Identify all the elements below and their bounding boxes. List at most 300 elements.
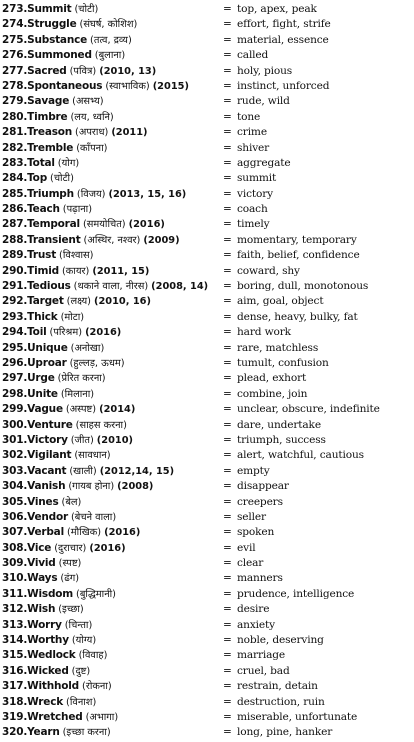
- vocab-row: [0, 571, 414, 586]
- vocab-term: [2, 695, 96, 710]
- vocab-row: [0, 479, 414, 494]
- english-word: Vacant: [27, 464, 67, 477]
- english-word: Vigilant: [27, 449, 72, 462]
- vocab-term: [2, 341, 104, 356]
- vocab-row: [0, 356, 414, 371]
- english-word: Timbre: [27, 110, 68, 123]
- equals-sign: =: [223, 710, 232, 723]
- synonyms: top, apex, peak: [237, 3, 317, 15]
- equals-sign: =: [223, 203, 232, 216]
- entry-number: 284.: [2, 172, 28, 185]
- synonyms: combine, join: [237, 387, 308, 400]
- vocab-term: [2, 310, 84, 325]
- synonyms: material, essence: [237, 33, 329, 46]
- entry-number: 310.: [2, 572, 28, 585]
- english-word: Vice: [27, 541, 52, 554]
- vocab-term: [2, 294, 151, 309]
- entry-number: 302.: [2, 449, 28, 462]
- synonyms: tone: [237, 110, 261, 123]
- english-word: Wish: [27, 603, 56, 616]
- vocab-row: [0, 464, 414, 479]
- english-word: Worry: [27, 618, 62, 631]
- vocab-row: [0, 233, 414, 248]
- equals-sign: =: [223, 618, 232, 631]
- vocab-row: [0, 587, 414, 602]
- vocab-term: [2, 325, 121, 340]
- english-word: Triumph: [27, 187, 74, 200]
- vocab-term: [2, 541, 126, 556]
- hindi-meaning: (योग): [57, 157, 80, 169]
- hindi-meaning: (बेल): [61, 496, 82, 508]
- synonyms: restrain, detain: [237, 680, 318, 693]
- entry-number: 311.: [2, 587, 28, 600]
- hindi-meaning: (खाली): [69, 465, 97, 477]
- equals-sign: =: [223, 341, 232, 354]
- synonyms: hard work: [237, 326, 291, 339]
- entry-number: 294.: [2, 326, 28, 339]
- vocab-row: [0, 602, 414, 617]
- hindi-meaning: (मौखिक): [66, 527, 102, 539]
- hindi-meaning: (अपराध): [75, 127, 109, 139]
- equals-sign: =: [223, 18, 232, 31]
- hindi-meaning: (बुद्धिमानी): [76, 588, 116, 600]
- equals-sign: =: [223, 680, 232, 693]
- entry-number: 298.: [2, 387, 28, 400]
- english-word: Sacred: [27, 64, 67, 77]
- vocab-row: [0, 633, 414, 648]
- equals-sign: =: [223, 233, 232, 246]
- hindi-meaning: (संघर्ष, कोशिश): [79, 19, 138, 31]
- english-word: Top: [27, 172, 48, 185]
- hindi-meaning: (अनोखा): [70, 342, 105, 354]
- entry-number: 316.: [2, 664, 28, 677]
- vocab-row: [0, 418, 414, 433]
- entry-number: 289.: [2, 249, 28, 262]
- vocab-row: [0, 618, 414, 633]
- english-word: Treason: [27, 126, 73, 139]
- vocab-row: [0, 64, 414, 79]
- english-word: Timid: [27, 264, 59, 277]
- synonyms: dense, heavy, bulky, fat: [237, 310, 358, 323]
- exam-years: (2011): [111, 127, 148, 139]
- vocab-row: [0, 33, 414, 48]
- exam-years: (2016): [104, 527, 141, 539]
- exam-years: (2014): [99, 404, 136, 416]
- vocab-row: [0, 387, 414, 402]
- entry-number: 320.: [2, 726, 28, 739]
- synonyms: victory: [237, 187, 273, 200]
- hindi-meaning: (अभागा): [85, 711, 119, 723]
- synonyms: effort, fight, strife: [237, 18, 331, 31]
- exam-years: (2012,14, 15): [99, 465, 175, 477]
- entry-number: 306.: [2, 510, 28, 523]
- vocab-row: [0, 541, 414, 556]
- equals-sign: =: [223, 172, 232, 185]
- hindi-meaning: (स्वाभाविक): [105, 80, 150, 92]
- hindi-meaning: (इच्छा): [58, 604, 84, 616]
- synonyms: alert, watchful, cautious: [237, 449, 364, 462]
- exam-years: (2008, 14): [151, 281, 209, 293]
- hindi-meaning: (कायर): [61, 265, 90, 277]
- synonyms: marriage: [237, 649, 286, 662]
- vocab-term: [2, 556, 81, 571]
- vocab-term: [2, 679, 112, 694]
- equals-sign: =: [223, 280, 232, 293]
- exam-years: (2013, 15, 16): [108, 188, 187, 200]
- vocab-term: [2, 525, 140, 540]
- hindi-meaning: (लक्ष्य): [66, 296, 91, 308]
- entry-number: 314.: [2, 634, 28, 647]
- hindi-meaning: (थकाने वाला, नीरस): [73, 281, 149, 293]
- entry-number: 285.: [2, 187, 28, 200]
- equals-sign: =: [223, 480, 232, 493]
- synonyms: long, pine, hanker: [237, 726, 333, 739]
- hindi-meaning: (रोकना): [82, 681, 112, 693]
- entry-number: 318.: [2, 695, 28, 708]
- hindi-meaning: (योग्य): [71, 635, 97, 647]
- vocab-row: [0, 2, 414, 17]
- entry-number: 281.: [2, 126, 28, 139]
- vocab-row: [0, 94, 414, 109]
- entry-number: 297.: [2, 372, 28, 385]
- equals-sign: =: [223, 141, 232, 154]
- entry-number: 308.: [2, 541, 28, 554]
- hindi-meaning: (जीत): [70, 434, 94, 446]
- vocab-term: [2, 94, 104, 109]
- synonyms: shiver: [237, 141, 270, 154]
- entry-number: 295.: [2, 341, 28, 354]
- hindi-meaning: (विवाह): [78, 650, 108, 662]
- synonyms: prudence, intelligence: [237, 587, 355, 600]
- hindi-meaning: (दुष्ट): [71, 665, 91, 677]
- vocab-term: [2, 217, 165, 232]
- hindi-meaning: (अस्थिर, नश्वर): [83, 234, 141, 246]
- equals-sign: =: [223, 526, 232, 539]
- vocab-row: [0, 217, 414, 232]
- equals-sign: =: [223, 541, 232, 554]
- hindi-meaning: (साहस करना): [75, 419, 127, 431]
- english-word: Yearn: [27, 726, 60, 739]
- entry-number: 293.: [2, 310, 28, 323]
- vocab-term: [2, 356, 125, 371]
- equals-sign: =: [223, 664, 232, 677]
- english-word: Ways: [27, 572, 58, 585]
- synonyms: miserable, unfortunate: [237, 710, 358, 723]
- english-word: Uproar: [27, 356, 67, 369]
- english-word: Vanish: [27, 480, 66, 493]
- english-word: Summoned: [27, 49, 92, 62]
- vocab-row: [0, 679, 414, 694]
- vocab-row: [0, 510, 414, 525]
- english-word: Wicked: [27, 664, 69, 677]
- vocab-row: [0, 141, 414, 156]
- exam-years: (2010, 16): [93, 296, 151, 308]
- english-word: Substance: [27, 33, 88, 46]
- entry-number: 273.: [2, 3, 28, 15]
- vocab-row: [0, 171, 414, 186]
- entry-number: 313.: [2, 618, 28, 631]
- vocab-term: [2, 387, 94, 402]
- vocab-row: [0, 525, 414, 540]
- equals-sign: =: [223, 49, 232, 62]
- hindi-meaning: (चोटी): [74, 4, 99, 15]
- equals-sign: =: [223, 572, 232, 585]
- vocab-term: [2, 464, 174, 479]
- english-word: Urge: [27, 372, 55, 385]
- vocab-row: [0, 187, 414, 202]
- vocab-row: [0, 433, 414, 448]
- equals-sign: =: [223, 587, 232, 600]
- entry-number: 301.: [2, 433, 28, 446]
- vocab-row: [0, 448, 414, 463]
- vocab-term: [2, 587, 116, 602]
- synonyms: spoken: [237, 526, 275, 539]
- entry-number: 287.: [2, 218, 28, 231]
- vocab-row: [0, 402, 414, 417]
- english-word: Thick: [27, 310, 58, 323]
- synonyms: crime: [237, 126, 267, 139]
- hindi-meaning: (ढंग): [60, 573, 80, 585]
- equals-sign: =: [223, 634, 232, 647]
- hindi-meaning: (दुराचार): [54, 542, 87, 554]
- entry-number: 283.: [2, 156, 28, 169]
- vocab-term: [2, 571, 79, 586]
- vocab-row: [0, 202, 414, 217]
- vocab-term: [2, 110, 114, 125]
- english-word: Transient: [27, 233, 81, 246]
- hindi-meaning: (काँपना): [76, 142, 108, 154]
- vocab-term: [2, 2, 98, 17]
- synonyms: instinct, unforced: [237, 79, 330, 92]
- vocab-row: [0, 79, 414, 94]
- entry-number: 280.: [2, 110, 28, 123]
- english-word: Wisdom: [27, 587, 74, 600]
- english-word: Unique: [27, 341, 68, 354]
- vocab-term: [2, 510, 116, 525]
- vocab-term: [2, 664, 90, 679]
- exam-years: (2010): [96, 434, 134, 446]
- entry-number: 275.: [2, 33, 28, 46]
- synonyms: seller: [237, 510, 266, 523]
- exam-years: (2015): [152, 80, 189, 92]
- vocab-term: [2, 602, 84, 617]
- synonyms: coach: [237, 203, 268, 216]
- vocab-term: [2, 633, 96, 648]
- equals-sign: =: [223, 79, 232, 92]
- english-word: Temporal: [27, 218, 80, 231]
- english-word: Savage: [27, 95, 70, 108]
- equals-sign: =: [223, 33, 232, 46]
- synonyms: unclear, obscure, indefinite: [237, 403, 380, 416]
- hindi-meaning: (चोटी): [50, 173, 74, 185]
- equals-sign: =: [223, 433, 232, 446]
- vocab-row: [0, 48, 414, 63]
- vocab-term: [2, 479, 153, 494]
- english-word: Verbal: [27, 526, 64, 539]
- exam-years: (2016): [85, 327, 122, 339]
- entry-number: 300.: [2, 418, 28, 431]
- vocab-row: [0, 664, 414, 679]
- entry-number: 274.: [2, 18, 28, 31]
- entry-number: 277.: [2, 64, 28, 77]
- hindi-meaning: (गायब होना): [68, 481, 115, 493]
- english-word: Vendor: [27, 510, 68, 523]
- hindi-meaning: (विजय): [76, 188, 106, 200]
- entry-number: 315.: [2, 649, 28, 662]
- equals-sign: =: [223, 156, 232, 169]
- english-word: Tedious: [27, 280, 71, 293]
- vocab-row: [0, 648, 414, 663]
- equals-sign: =: [223, 356, 232, 369]
- vocab-row: [0, 294, 414, 309]
- english-word: Target: [27, 295, 64, 308]
- entry-number: 292.: [2, 295, 28, 308]
- equals-sign: =: [223, 372, 232, 385]
- vocab-row: [0, 310, 414, 325]
- entry-number: 304.: [2, 480, 28, 493]
- equals-sign: =: [223, 495, 232, 508]
- vocab-term: [2, 371, 106, 386]
- english-word: Venture: [27, 418, 73, 431]
- synonyms: creepers: [237, 495, 283, 508]
- synonyms: empty: [237, 464, 270, 477]
- equals-sign: =: [223, 649, 232, 662]
- synonyms: holy, pious: [237, 64, 293, 77]
- vocab-row: [0, 710, 414, 725]
- exam-years: (2011, 15): [92, 265, 150, 277]
- vocab-term: [2, 33, 132, 48]
- equals-sign: =: [223, 3, 232, 15]
- synonyms: noble, deserving: [237, 634, 324, 647]
- hindi-meaning: (तत्व, द्रव्य): [90, 34, 132, 46]
- synonyms: coward, shy: [237, 264, 300, 277]
- entry-number: 305.: [2, 495, 28, 508]
- hindi-meaning: (मोटा): [60, 311, 85, 323]
- entry-number: 317.: [2, 680, 28, 693]
- vocab-term: [2, 171, 74, 186]
- vocab-term: [2, 648, 107, 663]
- english-word: Wreck: [27, 695, 64, 708]
- exam-years: (2010, 13): [99, 65, 157, 77]
- vocab-row: [0, 17, 414, 32]
- english-word: Total: [27, 156, 55, 169]
- vocab-row: [0, 341, 414, 356]
- entry-number: 299.: [2, 403, 28, 416]
- synonyms: destruction, ruin: [237, 695, 325, 708]
- synonyms: timely: [237, 218, 270, 231]
- synonyms: desire: [237, 603, 270, 616]
- synonyms: rude, wild: [237, 95, 290, 108]
- synonyms: faith, belief, confidence: [237, 249, 360, 262]
- entry-number: 290.: [2, 264, 28, 277]
- english-word: Vines: [27, 495, 59, 508]
- entry-number: 309.: [2, 557, 28, 570]
- equals-sign: =: [223, 695, 232, 708]
- equals-sign: =: [223, 387, 232, 400]
- equals-sign: =: [223, 326, 232, 339]
- vocab-row: [0, 279, 414, 294]
- english-word: Wedlock: [27, 649, 76, 662]
- hindi-meaning: (पढ़ाना): [62, 204, 93, 216]
- equals-sign: =: [223, 449, 232, 462]
- vocab-term: [2, 402, 135, 417]
- entry-number: 278.: [2, 79, 28, 92]
- equals-sign: =: [223, 249, 232, 262]
- synonyms: dare, undertake: [237, 418, 321, 431]
- entry-number: 291.: [2, 280, 28, 293]
- english-word: Withhold: [27, 680, 79, 693]
- entry-number: 307.: [2, 526, 28, 539]
- synonyms: called: [237, 49, 269, 62]
- vocab-term: [2, 48, 125, 63]
- entry-number: 279.: [2, 95, 28, 108]
- entry-number: 303.: [2, 464, 28, 477]
- equals-sign: =: [223, 464, 232, 477]
- hindi-meaning: (लय, ध्वनि): [70, 111, 114, 123]
- vocab-row: [0, 556, 414, 571]
- vocab-term: [2, 725, 111, 740]
- vocab-term: [2, 495, 81, 510]
- vocab-term: [2, 248, 93, 263]
- vocab-term: [2, 17, 137, 32]
- english-word: Vague: [27, 403, 63, 416]
- entry-number: 288.: [2, 233, 28, 246]
- equals-sign: =: [223, 64, 232, 77]
- english-word: Spontaneous: [27, 79, 103, 92]
- hindi-meaning: (अस्पष्ट): [65, 404, 97, 416]
- vocab-row: [0, 264, 414, 279]
- synonyms: disappear: [237, 480, 289, 493]
- vocab-row: [0, 695, 414, 710]
- vocab-row: [0, 725, 414, 740]
- equals-sign: =: [223, 557, 232, 570]
- english-word: Teach: [27, 203, 60, 216]
- hindi-meaning: (मिलाना): [60, 388, 95, 400]
- synonyms: clear: [237, 557, 264, 570]
- exam-years: (2009): [143, 234, 180, 246]
- vocab-term: [2, 279, 208, 294]
- equals-sign: =: [223, 187, 232, 200]
- entry-number: 286.: [2, 203, 28, 216]
- hindi-meaning: (असभ्य): [72, 96, 104, 108]
- vocab-term: [2, 125, 148, 140]
- equals-sign: =: [223, 218, 232, 231]
- synonyms: anxiety: [237, 618, 275, 631]
- equals-sign: =: [223, 418, 232, 431]
- hindi-meaning: (सावधान): [74, 450, 111, 462]
- equals-sign: =: [223, 295, 232, 308]
- synonyms: plead, exhort: [237, 372, 307, 385]
- hindi-meaning: (बुलाना): [94, 50, 126, 62]
- equals-sign: =: [223, 95, 232, 108]
- equals-sign: =: [223, 264, 232, 277]
- vocab-term: [2, 448, 111, 463]
- vocab-term: [2, 710, 118, 725]
- equals-sign: =: [223, 110, 232, 123]
- synonyms: aim, goal, object: [237, 295, 324, 308]
- english-word: Victory: [27, 433, 68, 446]
- hindi-meaning: (बेचने वाला): [70, 511, 117, 523]
- hindi-meaning: (प्रेरित करना): [57, 373, 106, 385]
- vocab-term: [2, 618, 92, 633]
- hindi-meaning: (परिश्रम): [49, 327, 83, 339]
- vocab-row: [0, 371, 414, 386]
- equals-sign: =: [223, 603, 232, 616]
- synonyms: cruel, bad: [237, 664, 290, 677]
- english-word: Struggle: [27, 18, 77, 31]
- english-word: Worthy: [27, 634, 69, 647]
- vocab-term: [2, 187, 186, 202]
